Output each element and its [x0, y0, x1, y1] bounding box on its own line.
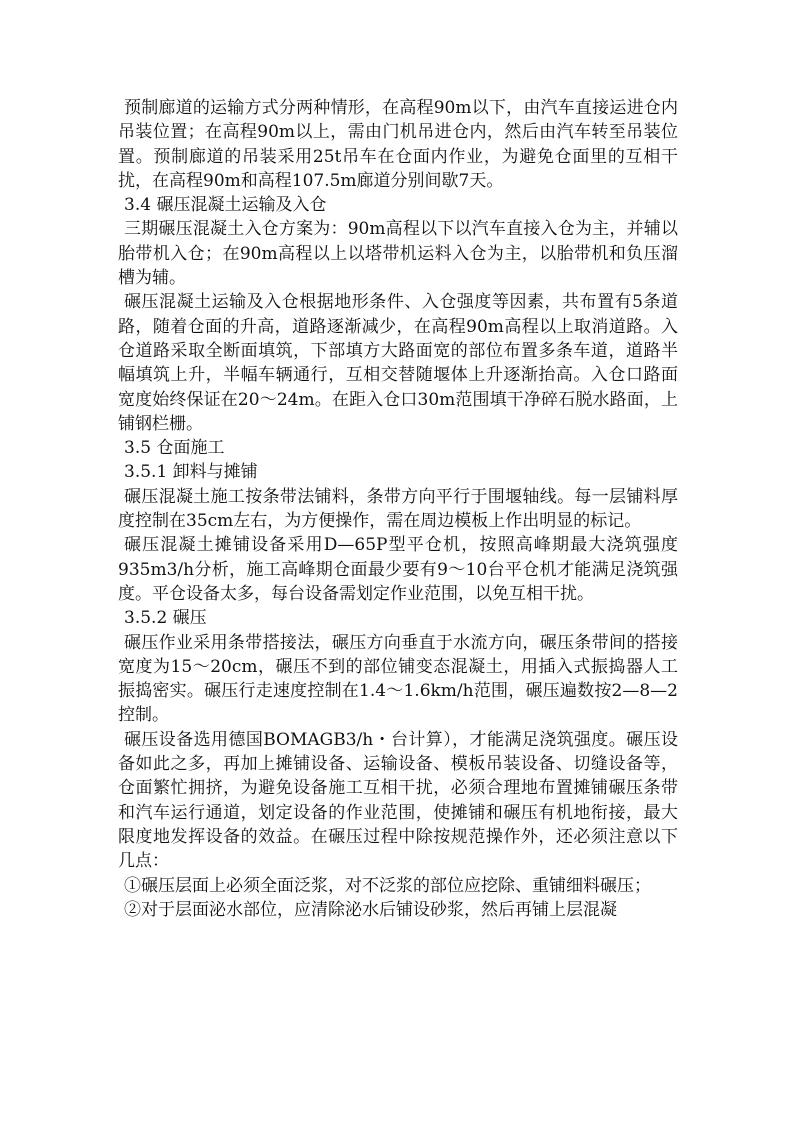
heading-3-4: 3.4 碾压混凝土运输及入仓 [124, 195, 327, 216]
paragraph-transport-roads: 碾压混凝土运输及入仓根据地形条件、入仓强度等因素，共布置有5条道路，随着仓面的升高，道路逐渐减少，在高程90m高程以上取消道路。入仓道路采取全断面填筑，下部填方大路面宽的部位布置多条车道，道路半幅填筑上升，半幅车辆通行，互相交替随堰体上升逐渐抬高。入仓口路面宽度始终保证在20～24m。在距入仓口30m范围填干净碎石脱水路面，上铺钢栏栅。 [118, 292, 678, 434]
heading-3-5-1: 3.5.1 卸料与摊铺 [124, 462, 258, 483]
paragraph-rolling-equipment: 碾压设备选用德国BOMAGB3/h・台计算），才能满足浇筑强度。碾压设备如此之多，再加上摊铺设备、运输设备、模板吊装设备、切缝设备等，仓面繁忙拥挤，为避免设备施工互相干扰，必须合理地布置摊铺碾压条带和汽车运行通道，划定设备的作业范围，使摊铺和碾压有机地衔接，最大限度地发挥设备的效益。在碾压过程中除按规范操作外，还必须注意以下几点： [118, 729, 678, 872]
list-item-2: ②对于层面泌水部位，应清除泌水后铺设砂浆，然后再铺上层混凝 [124, 899, 617, 920]
paragraph-precast-gallery: 预制廊道的运输方式分两种情形，在高程90m以下，由汽车直接运进仓内吊装位置；在高程90m以上，需由门机吊进仓内，然后由汽车转至吊装位置。预制廊道的吊装采用25t吊车在仓面内作业，为避免仓面里的互相干扰，在高程90m和高程107.5m廊道分别间歇7天。 [118, 98, 678, 191]
paragraph-placement-plan: 三期碾压混凝土入仓方案为：90m高程以下以汽车直接入仓为主，并辅以胎带机入仓；在90m高程以上以塔带机运料入仓为主，以胎带机和负压溜槽为辅。 [118, 219, 678, 289]
list-item-1: ①碾压层面上必须全面泛浆，对不泛浆的部位应挖除、重铺细料碾压； [124, 875, 651, 896]
heading-3-5: 3.5 仓面施工 [124, 438, 225, 459]
paragraph-spreading-equipment: 碾压混凝土摊铺设备采用D—65P型平仓机，按照高峰期最大浇筑强度935m3/h分析，施工高峰期仓面最少要有9～10台平仓机才能满足浇筑强度。平仓设备太多，每台设备需划定作业范围，以免互相干扰。 [118, 535, 678, 604]
document-page [118, 96, 678, 922]
paragraph-strip-method: 碾压混凝土施工按条带法铺料，条带方向平行于围堰轴线。每一层铺料厚度控制在35cm左右，为方便操作，需在周边模板上作出明显的标记。 [118, 486, 678, 532]
paragraph-rolling-operation: 碾压作业采用条带搭接法，碾压方向垂直于水流方向，碾压条带间的搭接宽度为15～20cm，碾压不到的部位铺变态混凝土，用插入式振捣器人工振捣密实。碾压行走速度控制在1.4～1.6km/h范围，碾压遍数按2—8—2控制。 [118, 632, 678, 726]
heading-3-5-2: 3.5.2 碾压 [124, 608, 207, 629]
